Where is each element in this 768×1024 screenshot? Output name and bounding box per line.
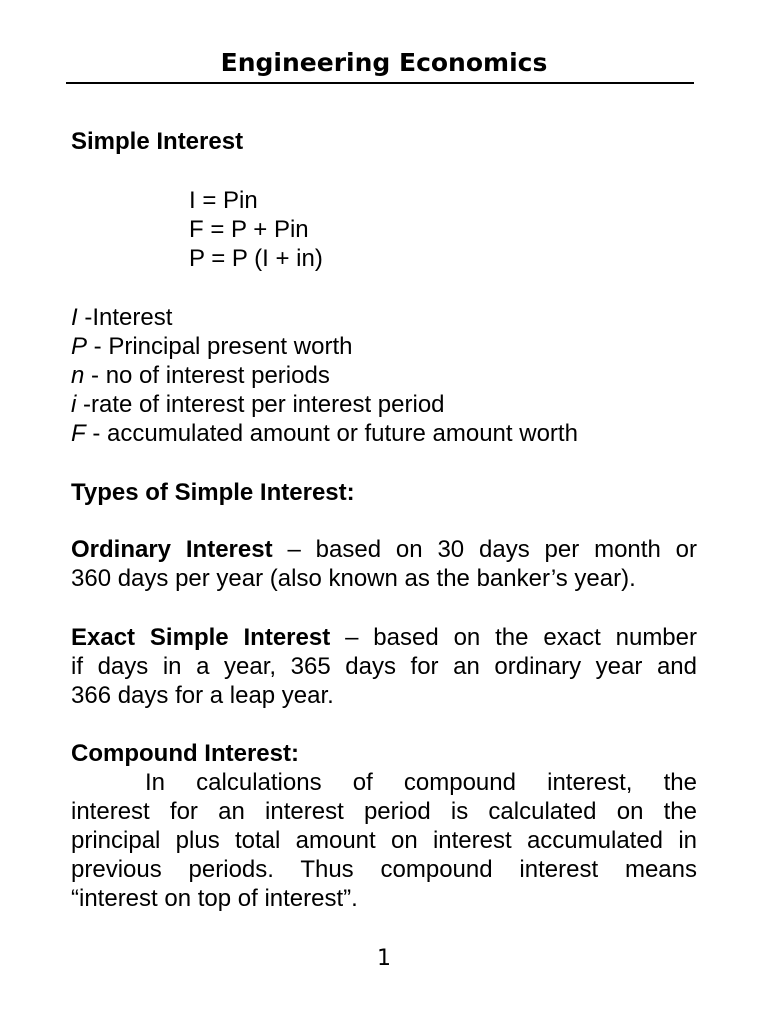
definition-text: -Interest xyxy=(77,304,173,331)
definition-item xyxy=(71,332,578,361)
paragraph-line: In calculations of compound interest, the xyxy=(145,769,697,796)
paragraph-line xyxy=(71,535,697,564)
formula-future: F = P + Pin xyxy=(189,216,309,243)
definition-symbol: I xyxy=(71,304,78,331)
compound-interest-paragraph xyxy=(71,768,697,913)
definition-item xyxy=(71,419,578,448)
formula-block xyxy=(189,186,323,273)
paragraph-line: 360 days per year (also known as the banker’s year). xyxy=(71,565,636,592)
definition-symbol: F xyxy=(71,420,86,447)
page-number: 1 xyxy=(377,946,391,971)
paragraph-line xyxy=(71,623,697,652)
paragraph-line: previous periods. Thus compound interest means xyxy=(71,856,697,883)
ordinary-interest-term: Ordinary Interest xyxy=(71,536,273,563)
formula-interest: I = Pin xyxy=(189,187,258,214)
ordinary-interest-paragraph xyxy=(71,535,697,593)
definition-symbol: i xyxy=(71,391,77,418)
paragraph-line: “interest on top of interest”. xyxy=(71,885,358,912)
paragraph-line: principal plus total amount on interest accumulated in xyxy=(71,827,697,854)
ordinary-interest-text: – based on 30 days per month or xyxy=(272,536,697,563)
definition-item xyxy=(71,361,578,390)
exact-interest-text: – based on the exact number xyxy=(330,624,697,651)
exact-interest-term: Exact Simple Interest xyxy=(71,624,331,651)
formula-principal: P = P (I + in) xyxy=(189,245,323,272)
compound-interest-heading: Compound Interest: xyxy=(71,740,299,767)
paragraph-line: 366 days for a leap year. xyxy=(71,682,334,709)
definition-item xyxy=(71,390,578,419)
title-underline xyxy=(66,82,694,84)
definition-text: - no of interest periods xyxy=(84,362,330,389)
definition-symbol: n xyxy=(71,362,85,389)
exact-interest-paragraph xyxy=(71,623,697,710)
paragraph-line: interest for an interest period is calculated on the xyxy=(71,798,697,825)
definition-text: - accumulated amount or future amount worth xyxy=(85,420,578,447)
definition-symbol: P xyxy=(71,333,88,360)
variable-definitions xyxy=(71,303,578,448)
simple-interest-heading: Simple Interest xyxy=(71,128,244,155)
paragraph-line: if days in a year, 365 days for an ordinary year and xyxy=(71,653,697,680)
page-title: Engineering Economics xyxy=(220,48,548,77)
definition-item xyxy=(71,303,578,332)
definition-text: -rate of interest per interest period xyxy=(76,391,445,418)
types-heading: Types of Simple Interest: xyxy=(71,479,355,506)
definition-text: - Principal present worth xyxy=(87,333,353,360)
